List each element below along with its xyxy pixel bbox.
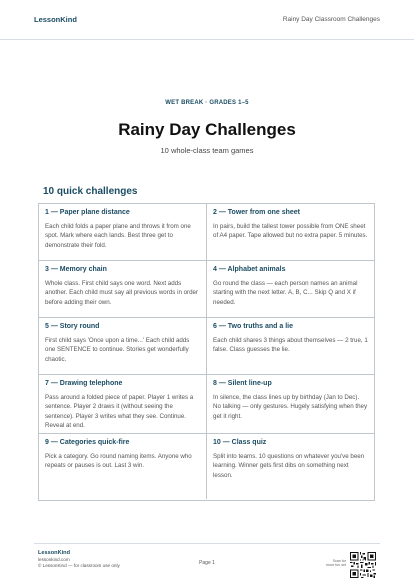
page-subtitle: 10 whole-class team games bbox=[160, 146, 254, 155]
challenge-title: 10 — Class quiz bbox=[213, 439, 267, 446]
challenge-card bbox=[207, 204, 374, 261]
challenge-description: Whole class. First child says one word. Next adds another. Each child must say all previous words in order before adding their own. bbox=[45, 280, 199, 306]
challenge-card bbox=[207, 318, 374, 375]
challenge-card bbox=[39, 204, 207, 261]
challenge-card bbox=[39, 261, 207, 318]
challenge-title: 5 — Story round bbox=[45, 323, 100, 330]
challenge-title: 8 — Silent line-up bbox=[213, 380, 272, 387]
challenge-title: 2 — Tower from one sheet bbox=[213, 209, 300, 216]
page-title: Rainy Day Challenges bbox=[118, 120, 296, 139]
challenge-title: 1 — Paper plane distance bbox=[45, 209, 130, 216]
challenge-title: 9 — Categories quick-fire bbox=[45, 439, 130, 446]
page-footer bbox=[34, 543, 380, 579]
challenge-description: Pass around a folded piece of paper. Player 1 writes a sentence. Player 2 draws it (without seeing the sentence). Player 3 writes what they see. Continue. Reveal at end. bbox=[45, 394, 194, 429]
challenge-card bbox=[39, 318, 207, 375]
challenge-description: Each child folds a paper plane and throws it from one spot. Mark where each lands. Best three get to demonstrate their fold. bbox=[45, 223, 191, 249]
challenge-card bbox=[39, 434, 207, 499]
challenge-title: 7 — Drawing telephone bbox=[45, 380, 123, 387]
scan-label-line: Scan for bbox=[332, 559, 346, 563]
challenge-card bbox=[207, 434, 374, 499]
challenge-description: Pick a category. Go round naming items. Anyone who repeats or pauses is out. Last 3 win. bbox=[45, 453, 192, 470]
scan-label bbox=[326, 559, 346, 568]
challenges-grid bbox=[38, 203, 375, 501]
challenge-description: In pairs, build the tallest tower possible from ONE sheet of A4 paper. Tape allowed but no extra paper. 5 minutes. bbox=[213, 223, 368, 240]
qr-code-icon bbox=[350, 552, 376, 578]
challenge-card bbox=[207, 261, 374, 318]
challenge-title: 4 — Alphabet animals bbox=[213, 266, 286, 273]
kicker-label: WET BREAK · GRADES 1–5 bbox=[165, 100, 249, 106]
footer-copyright: © LessonKind — for classroom use only bbox=[38, 563, 120, 569]
footer-brand: LessonKind bbox=[38, 550, 71, 556]
challenge-description: First child says 'Once upon a time...' Each child adds one SENTENCE to continue. Stories get wonderfully chaotic. bbox=[45, 337, 190, 363]
section-heading: 10 quick challenges bbox=[43, 186, 138, 197]
page-number: Page 1 bbox=[199, 560, 215, 566]
footer-website-link[interactable]: lessonkind.com bbox=[38, 557, 70, 562]
document-title: Rainy Day Classroom Challenges bbox=[282, 16, 380, 23]
brand-name: LessonKind bbox=[34, 15, 77, 24]
challenge-title: 6 — Two truths and a lie bbox=[213, 323, 293, 330]
page-header bbox=[0, 0, 414, 40]
challenge-description: Split into teams. 10 questions on whatever you've been learning. Winner gets first dibs on something next lesson. bbox=[213, 453, 365, 479]
challenge-card bbox=[39, 375, 207, 434]
challenge-title: 3 — Memory chain bbox=[45, 266, 107, 273]
scan-label-line: more fun set bbox=[326, 563, 346, 568]
challenge-card bbox=[207, 375, 374, 434]
challenge-description: Each child shares 3 things about themselves — 2 true, 1 false. Class guesses the lie. bbox=[213, 337, 368, 354]
challenge-description: Go round the class — each person names an animal starting with the next letter. A, B, C... Skip Q and X if needed. bbox=[213, 280, 358, 306]
challenge-description: In silence, the class lines up by birthday (Jan to Dec). No talking — only gestures. Hugely satisfying when they get it right. bbox=[213, 394, 368, 420]
